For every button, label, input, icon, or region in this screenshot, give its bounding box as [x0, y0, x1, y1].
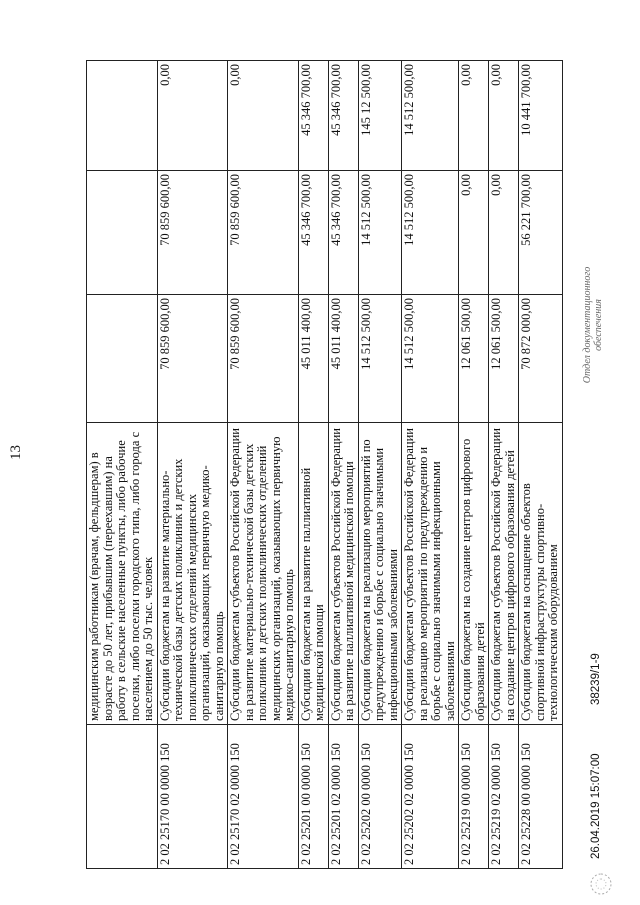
table-row [459, 61, 489, 869]
row-value-1: 14 512 500,00 [402, 295, 459, 423]
footer-doc-code: 38239/1-9 [590, 653, 602, 705]
ink-blot-icon [588, 871, 614, 897]
row-value-2: 70 859 600,00 [157, 171, 228, 295]
row-name: Субсидии бюджетам на создание центров цифрового образования детей [459, 423, 489, 725]
page-number: 13 [8, 445, 24, 460]
row-value-3: 0,00 [459, 61, 489, 171]
footer-stamp: Отдел документационного обеспечения [582, 266, 604, 384]
row-name: Субсидии бюджетам субъектов Российской Федерации на развитие материально-технической базы детских поликлиник и детских поликлинических отделений медицинских организаций, оказывающих первичную медико-санитарную помощь [228, 423, 299, 725]
table-row [157, 61, 228, 869]
row-value-2: 70 859 600,00 [228, 171, 299, 295]
table-row [489, 61, 519, 869]
row-value-2: 45 346 700,00 [328, 171, 358, 295]
row-name: Субсидии бюджетам субъектов Российской Федерации на реализацию мероприятий по предупреждению и борьбе с социально значимыми инфекционными заболеваниями [402, 423, 459, 725]
footer-datetime: 26.04.2019 15:07:00 [590, 753, 602, 859]
row-value-3: 45 346 700,00 [328, 61, 358, 171]
row-value-1: 70 859 600,00 [157, 295, 228, 423]
row-code: 2 02 25201 00 0000 150 [298, 725, 328, 869]
row-value-2 [87, 171, 158, 295]
row-code: 2 02 25202 02 0000 150 [402, 725, 459, 869]
table-row [228, 61, 299, 869]
row-value-3: 14 512 500,00 [402, 61, 459, 171]
row-value-1: 70 872 000,00 [519, 295, 563, 423]
row-name: Субсидии бюджетам субъектов Российской Федерации на развитие паллиативной медицинской помощи [328, 423, 358, 725]
row-value-2: 45 346 700,00 [298, 171, 328, 295]
table-row [402, 61, 459, 869]
row-value-3: 0,00 [489, 61, 519, 171]
row-name: Субсидии бюджетам на оснащение объектов спортивной инфраструктуры спортивно-технологическим оборудованием [519, 423, 563, 725]
row-value-2: 14 512 500,00 [402, 171, 459, 295]
row-name: медицинским работникам (врачам, фельдшерам) в возрасте до 50 лет, прибывшим (переехавшим) на работу в сельские населенные пункты, либо рабочие поселки, либо поселки городского типа, либо города с населением до 50 тыс. человек [87, 423, 158, 725]
row-value-3 [87, 61, 158, 171]
table-row [358, 61, 402, 869]
row-code: 2 02 25219 00 0000 150 [459, 725, 489, 869]
row-value-2: 0,00 [459, 171, 489, 295]
table-row [87, 61, 158, 869]
row-value-1: 70 859 600,00 [228, 295, 299, 423]
row-value-3: 10 441 700,00 [519, 61, 563, 171]
row-value-2: 56 221 700,00 [519, 171, 563, 295]
budget-table-body [87, 61, 563, 869]
table-row [328, 61, 358, 869]
budget-table [86, 60, 563, 869]
row-code: 2 02 25201 02 0000 150 [328, 725, 358, 869]
row-value-1: 45 011 400,00 [328, 295, 358, 423]
row-name: Субсидии бюджетам на развитие материально-технической базы детских поликлиник и детских поликлинических отделений медицинских организаций, оказывающих первичную медико-санитарную помощь [157, 423, 228, 725]
row-code: 2 02 25228 00 0000 150 [519, 725, 563, 869]
row-value-3: 45 346 700,00 [298, 61, 328, 171]
row-value-1: 14 512 500,00 [358, 295, 402, 423]
row-code [87, 725, 158, 869]
row-value-1: 12 061 500,00 [489, 295, 519, 423]
row-value-1 [87, 295, 158, 423]
row-name: Субсидии бюджетам на развитие паллиативной медицинской помощи [298, 423, 328, 725]
row-code: 2 02 25170 02 0000 150 [228, 725, 299, 869]
row-value-3: 145 12 500,00 [358, 61, 402, 171]
row-name: Субсидии бюджетам субъектов Российской Федерации на создание центров цифрового образования детей [489, 423, 519, 725]
row-value-1: 12 061 500,00 [459, 295, 489, 423]
row-name: Субсидии бюджетам на реализацию мероприятий по предупреждению и борьбе с социально значимыми инфекционными заболеваниями [358, 423, 402, 725]
row-value-2: 0,00 [489, 171, 519, 295]
row-value-2: 14 512 500,00 [358, 171, 402, 295]
row-code: 2 02 25202 00 0000 150 [358, 725, 402, 869]
row-code: 2 02 25170 00 0000 150 [157, 725, 228, 869]
table-row [519, 61, 563, 869]
row-value-3: 0,00 [228, 61, 299, 171]
row-value-1: 45 011 400,00 [298, 295, 328, 423]
row-value-3: 0,00 [157, 61, 228, 171]
table-row [298, 61, 328, 869]
row-code: 2 02 25219 02 0000 150 [489, 725, 519, 869]
